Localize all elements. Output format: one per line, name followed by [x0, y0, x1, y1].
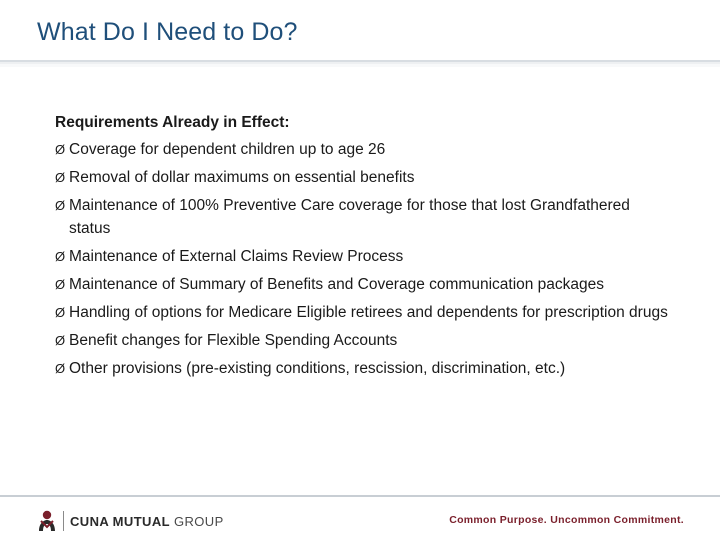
company-name — [70, 514, 224, 529]
arrow-bullet-icon: Ø — [55, 333, 66, 348]
arrow-bullet-icon: Ø — [55, 170, 66, 185]
list-item-text: Maintenance of 100% Preventive Care coverage for those that lost Grandfathered status — [69, 197, 630, 237]
list-item — [55, 138, 675, 161]
list-item-text: Coverage for dependent children up to age 26 — [69, 141, 386, 158]
title-divider — [0, 60, 720, 67]
logo-divider — [63, 511, 64, 531]
list-item — [55, 166, 675, 189]
list-item — [55, 245, 675, 268]
arrow-bullet-icon: Ø — [55, 305, 66, 320]
list-item-text: Maintenance of Summary of Benefits and Coverage communication packages — [69, 276, 605, 293]
arrow-bullet-icon: Ø — [55, 277, 66, 292]
arrow-bullet-icon: Ø — [55, 361, 66, 376]
list-item-text: Maintenance of External Claims Review Process — [69, 248, 404, 265]
arrow-bullet-icon: Ø — [55, 142, 66, 157]
company-logo — [36, 508, 224, 534]
footer-divider — [0, 495, 720, 497]
cuna-mutual-logo-icon — [36, 509, 58, 533]
company-name-bold: CUNA MUTUAL — [70, 513, 170, 529]
list-item — [55, 301, 675, 324]
slide-title: What Do I Need to Do? — [37, 18, 298, 46]
requirements-list — [55, 138, 675, 380]
company-name-rest: GROUP — [169, 513, 224, 529]
slide-body — [55, 113, 675, 385]
list-item — [55, 194, 675, 240]
arrow-bullet-icon: Ø — [55, 198, 66, 213]
requirements-heading: Requirements Already in Effect: — [55, 114, 290, 131]
list-item-text: Removal of dollar maximums on essential benefits — [69, 169, 415, 186]
list-item-text: Handling of options for Medicare Eligible retirees and dependents for prescription drugs — [69, 304, 668, 321]
arrow-bullet-icon: Ø — [55, 249, 66, 264]
company-tagline: Common Purpose. Uncommon Commitment. — [449, 514, 684, 526]
list-item — [55, 273, 675, 296]
list-item — [55, 329, 675, 352]
list-item — [55, 357, 675, 380]
list-item-text: Benefit changes for Flexible Spending Accounts — [69, 332, 398, 349]
list-item-text: Other provisions (pre-existing conditions, rescission, discrimination, etc.) — [69, 360, 566, 377]
